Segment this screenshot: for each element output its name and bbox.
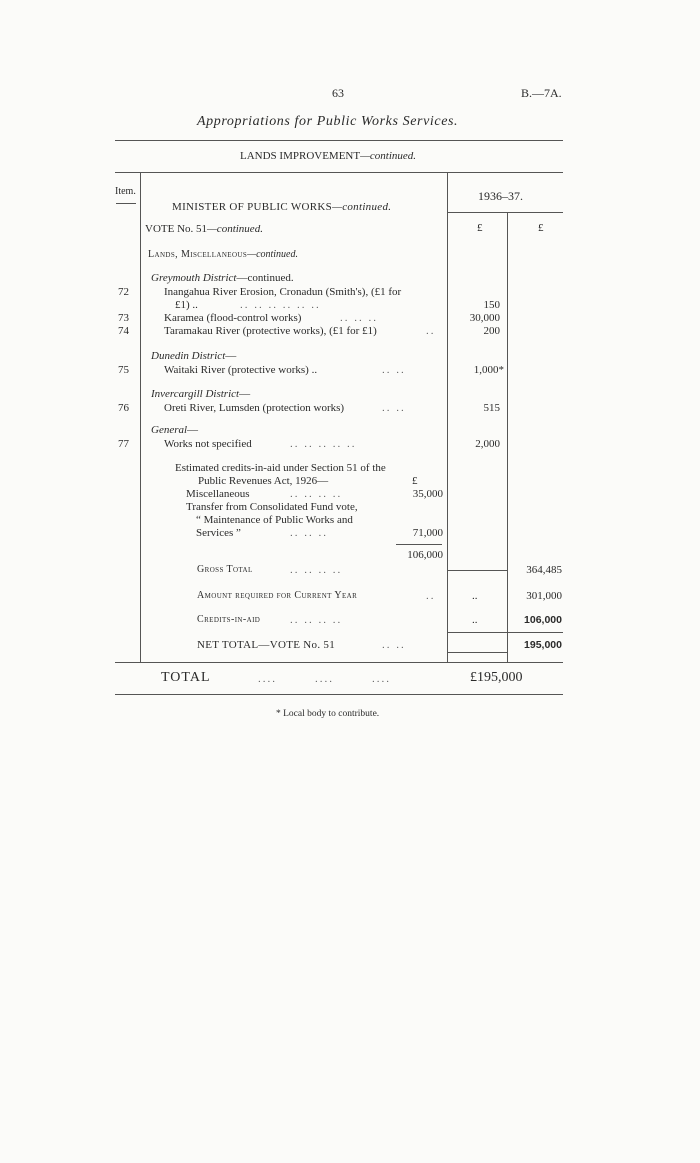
credits-subtotal-rule [396,544,442,545]
item-description: Works not specified [164,438,252,450]
section-heading: LANDS IMPROVEMENT—continued. [240,150,417,162]
table-bottom-rule [115,662,563,663]
credits-misc-label: Miscellaneous [186,488,250,500]
item-number: 73 [118,312,129,324]
district-general: General— [151,424,199,436]
item-amount: 30,000 [469,312,500,324]
grand-total-label: TOTAL [161,670,211,685]
district-invercargill: Invercargill District— [151,388,251,400]
district-greymouth: Greymouth District—continued. [151,272,294,284]
leader-dots: .. .. .. .. [290,614,343,626]
gross-total-label: Gross Total [197,564,253,575]
leader-dots: .. .. .. .. .. [290,438,357,450]
credits-misc-amount: 35,000 [412,488,443,500]
page-number: 63 [332,86,344,100]
title-rule [115,140,563,141]
gross-total-rule [447,570,507,571]
amount-required-col1: .. [472,590,478,602]
credits-transfer-amount: 71,000 [412,527,443,539]
item-amount: 2,000 [475,438,500,450]
credits-in-aid-label: Credits-in-aid [197,614,261,625]
item-description: Inangahua River Erosion, Cronadun (Smith's), (£1 for [164,286,402,298]
credits-intro-cont: Public Revenues Act, 1926— [198,475,329,487]
ministry-header: MINISTER OF PUBLIC WORKS—continued. [172,201,392,213]
currency-col2: £ [538,222,544,234]
year-header: 1936–37. [478,189,523,203]
currency-col1: £ [477,222,483,234]
item-number: 75 [118,364,129,376]
total-bottom-rule [115,694,563,695]
item-amount: 150 [483,299,500,311]
amount-required-amount: 301,000 [526,590,562,602]
item-description: Waitaki River (protective works) .. [164,364,318,376]
net-total-top-rule [447,632,563,633]
item-column-divider [140,172,141,662]
leader-dots: .. .. .. [290,527,328,539]
grand-total-amount: £195,000 [470,670,523,685]
item-amount: 200 [483,325,500,337]
item-description: Taramakau River (protective works), (£1 for £1) [164,325,377,337]
subhead-label: Lands, Miscellaneous—continued. [148,249,298,260]
credits-subtotal: 106,000 [407,549,443,561]
leader-dots: .. [426,325,436,337]
year-rule [447,212,563,213]
credits-transfer-cont: Services ” [196,527,241,539]
item-description: Oreti River, Lumsden (protection works) [164,402,345,414]
table-top-rule [115,172,563,173]
leader-dots: .. .. .. [340,312,378,324]
credits-transfer-cont: “ Maintenance of Public Works and [196,514,353,526]
document-reference: B.—7A. [521,86,562,100]
page-title: Appropriations for Public Works Services. [197,114,459,129]
net-total-col1-rule [447,652,507,653]
item-amount: 515 [483,402,500,414]
item-column-header: Item. [115,186,136,197]
item-description: Karamea (flood-control works) [164,312,302,324]
leader-dots: .. .. [382,639,406,651]
credits-in-aid-col1: .. [472,614,478,626]
credits-in-aid-amount: 106,000 [524,614,562,626]
item-number: 77 [118,438,129,450]
item-header-underline [116,203,136,204]
leader-dots: .. .. .. .. [290,488,343,500]
vote-label: VOTE No. 51—continued. [145,223,263,235]
net-total-amount: 195,000 [524,639,562,651]
item-amount: 1,000* [473,364,504,376]
total-column-divider [507,212,508,662]
credits-currency: £ [412,475,418,487]
gross-total-amount: 364,485 [526,564,562,576]
leader-dots: .. [426,590,436,602]
amount-column-divider [447,172,448,662]
leader-dots: .. .. .. .. .. .. [240,299,321,311]
leader-dots: .. .. .. .. [290,564,343,576]
amount-required-label: Amount required for Current Year [197,590,358,601]
item-description-cont: £1) .. [175,299,198,311]
leader-dots: .. .. [382,364,406,376]
net-total-label: NET TOTAL—VOTE No. 51 [197,639,336,651]
footnote: * Local body to contribute. [276,709,380,719]
credits-transfer: Transfer from Consolidated Fund vote, [186,501,358,513]
item-number: 74 [118,325,129,337]
item-number: 76 [118,402,129,414]
leader-dots: .. .. [382,402,406,414]
credits-intro: Estimated credits-in-aid under Section 51 of the [175,462,386,474]
grand-total-dots: .... .... .... [258,673,391,685]
district-dunedin: Dunedin District— [151,350,237,362]
item-number: 72 [118,286,129,298]
